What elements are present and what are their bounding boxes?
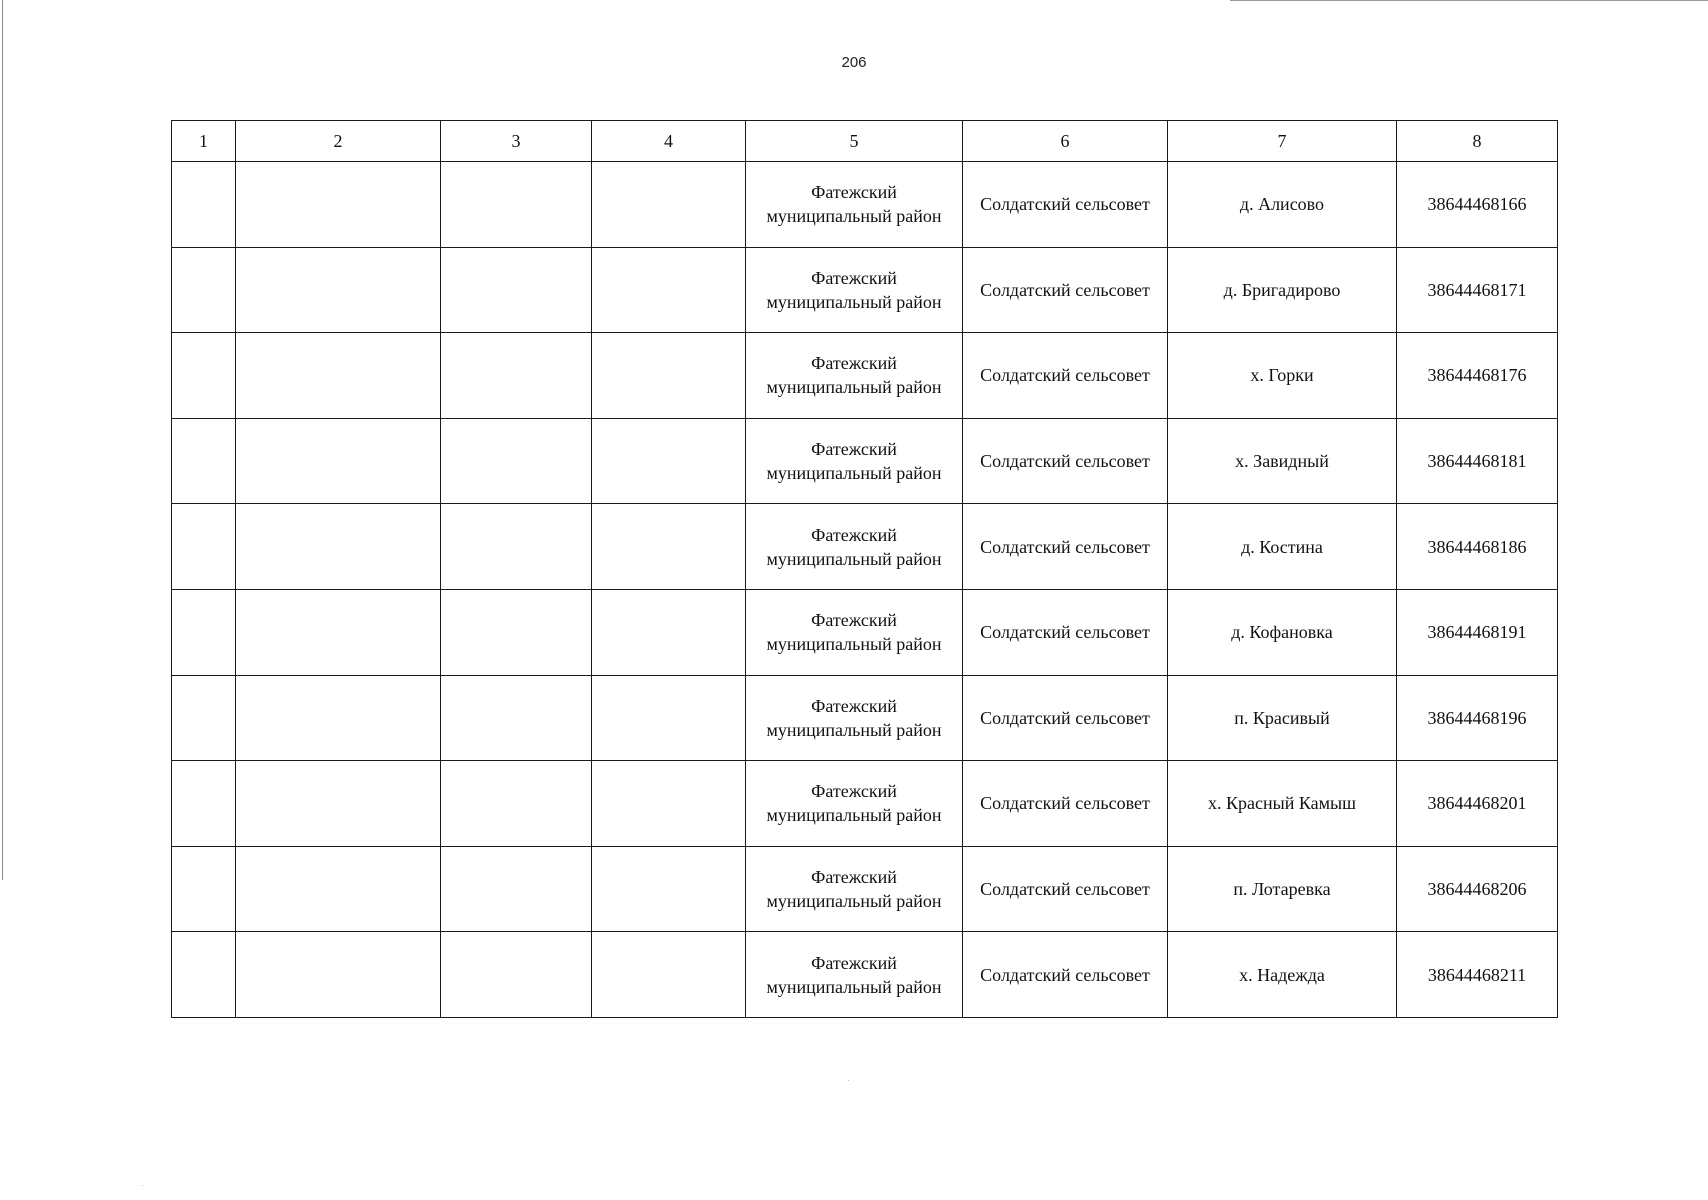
cell-col-1	[172, 333, 236, 419]
code-cell: 38644468186	[1397, 504, 1558, 590]
district-cell	[746, 846, 963, 932]
cell-col-2	[236, 932, 441, 1018]
district-name: Фатежский	[811, 353, 897, 374]
district-type: муниципальный район	[766, 377, 942, 398]
cell-col-1	[172, 247, 236, 333]
council-cell: Солдатский сельсовет	[963, 675, 1168, 761]
cell-col-4	[592, 589, 746, 675]
code-cell: 38644468171	[1397, 247, 1558, 333]
code-cell: 38644468206	[1397, 846, 1558, 932]
district-cell	[746, 761, 963, 847]
cell-col-3	[441, 675, 592, 761]
settlement-cell: х. Красный Камыш	[1168, 761, 1397, 847]
cell-col-2	[236, 589, 441, 675]
code-cell: 38644468201	[1397, 761, 1558, 847]
cell-col-3	[441, 761, 592, 847]
council-cell: Солдатский сельсовет	[963, 846, 1168, 932]
district-type: муниципальный район	[766, 291, 942, 312]
table-row	[172, 846, 1558, 932]
cell-col-3	[441, 418, 592, 504]
district-name: Фатежский	[811, 695, 897, 716]
district-type: муниципальный район	[766, 976, 942, 997]
cell-col-2	[236, 846, 441, 932]
table-row	[172, 932, 1558, 1018]
cell-col-2	[236, 761, 441, 847]
cell-col-1	[172, 846, 236, 932]
code-cell: 38644468166	[1397, 162, 1558, 248]
column-number-8: 8	[1397, 121, 1558, 162]
cell-col-3	[441, 333, 592, 419]
cell-col-2	[236, 162, 441, 248]
table-row	[172, 504, 1558, 590]
council-cell: Солдатский сельсовет	[963, 162, 1168, 248]
cell-col-4	[592, 675, 746, 761]
settlements-table	[171, 120, 1558, 1018]
cell-col-3	[441, 247, 592, 333]
district-type: муниципальный район	[766, 463, 942, 484]
settlement-cell: х. Завидный	[1168, 418, 1397, 504]
column-number-5: 5	[746, 121, 963, 162]
district-type: муниципальный район	[766, 548, 942, 569]
district-name: Фатежский	[811, 182, 897, 203]
district-cell	[746, 418, 963, 504]
table-row	[172, 418, 1558, 504]
district-cell	[746, 162, 963, 248]
district-cell	[746, 932, 963, 1018]
settlement-cell: п. Лотаревка	[1168, 846, 1397, 932]
cell-col-4	[592, 333, 746, 419]
settlement-cell: д. Алисово	[1168, 162, 1397, 248]
page-number: 206	[841, 54, 867, 71]
district-name: Фатежский	[811, 439, 897, 460]
council-cell: Солдатский сельсовет	[963, 418, 1168, 504]
column-number-3: 3	[441, 121, 592, 162]
code-cell: 38644468211	[1397, 932, 1558, 1018]
cell-col-1	[172, 504, 236, 590]
column-number-7: 7	[1168, 121, 1397, 162]
table-header	[172, 121, 1558, 162]
cell-col-1	[172, 932, 236, 1018]
district-cell	[746, 589, 963, 675]
cell-col-4	[592, 162, 746, 248]
table-row	[172, 761, 1558, 847]
council-cell: Солдатский сельсовет	[963, 247, 1168, 333]
cell-col-3	[441, 846, 592, 932]
cell-col-2	[236, 504, 441, 590]
cell-col-4	[592, 247, 746, 333]
district-name: Фатежский	[811, 524, 897, 545]
settlement-cell: д. Кофановка	[1168, 589, 1397, 675]
code-cell: 38644468191	[1397, 589, 1558, 675]
council-cell: Солдатский сельсовет	[963, 333, 1168, 419]
district-type: муниципальный район	[766, 719, 942, 740]
scan-speck	[848, 1080, 849, 1081]
cell-col-1	[172, 162, 236, 248]
cell-col-1	[172, 418, 236, 504]
cell-col-1	[172, 589, 236, 675]
cell-col-3	[441, 932, 592, 1018]
settlement-cell: д. Костина	[1168, 504, 1397, 590]
district-type: муниципальный район	[766, 891, 942, 912]
cell-col-4	[592, 418, 746, 504]
scan-speck	[142, 1185, 143, 1186]
cell-col-2	[236, 333, 441, 419]
district-name: Фатежский	[811, 610, 897, 631]
district-type: муниципальный район	[766, 805, 942, 826]
cell-col-2	[236, 418, 441, 504]
table-row	[172, 162, 1558, 248]
cell-col-4	[592, 932, 746, 1018]
cell-col-4	[592, 846, 746, 932]
column-number-4: 4	[592, 121, 746, 162]
district-cell	[746, 675, 963, 761]
district-name: Фатежский	[811, 267, 897, 288]
district-name: Фатежский	[811, 867, 897, 888]
column-number-1: 1	[172, 121, 236, 162]
council-cell: Солдатский сельсовет	[963, 589, 1168, 675]
code-cell: 38644468176	[1397, 333, 1558, 419]
cell-col-4	[592, 761, 746, 847]
settlement-cell: п. Красивый	[1168, 675, 1397, 761]
scan-left-edge-rule	[2, 0, 3, 880]
scan-top-edge-rule	[1230, 0, 1708, 1]
code-cell: 38644468181	[1397, 418, 1558, 504]
cell-col-1	[172, 675, 236, 761]
district-type: муниципальный район	[766, 634, 942, 655]
settlement-cell: х. Горки	[1168, 333, 1397, 419]
cell-col-1	[172, 761, 236, 847]
cell-col-3	[441, 504, 592, 590]
settlement-cell: д. Бригадирово	[1168, 247, 1397, 333]
district-name: Фатежский	[811, 952, 897, 973]
cell-col-3	[441, 162, 592, 248]
table-row	[172, 675, 1558, 761]
cell-col-2	[236, 247, 441, 333]
table-body	[172, 162, 1558, 1018]
table-row	[172, 589, 1558, 675]
header-row	[172, 121, 1558, 162]
council-cell: Солдатский сельсовет	[963, 761, 1168, 847]
column-number-2: 2	[236, 121, 441, 162]
cell-col-4	[592, 504, 746, 590]
code-cell: 38644468196	[1397, 675, 1558, 761]
district-type: муниципальный район	[766, 206, 942, 227]
column-number-6: 6	[963, 121, 1168, 162]
table-row	[172, 247, 1558, 333]
district-cell	[746, 333, 963, 419]
cell-col-3	[441, 589, 592, 675]
district-name: Фатежский	[811, 781, 897, 802]
settlement-cell: х. Надежда	[1168, 932, 1397, 1018]
council-cell: Солдатский сельсовет	[963, 932, 1168, 1018]
cell-col-2	[236, 675, 441, 761]
council-cell: Солдатский сельсовет	[963, 504, 1168, 590]
district-cell	[746, 247, 963, 333]
district-cell	[746, 504, 963, 590]
table-row	[172, 333, 1558, 419]
